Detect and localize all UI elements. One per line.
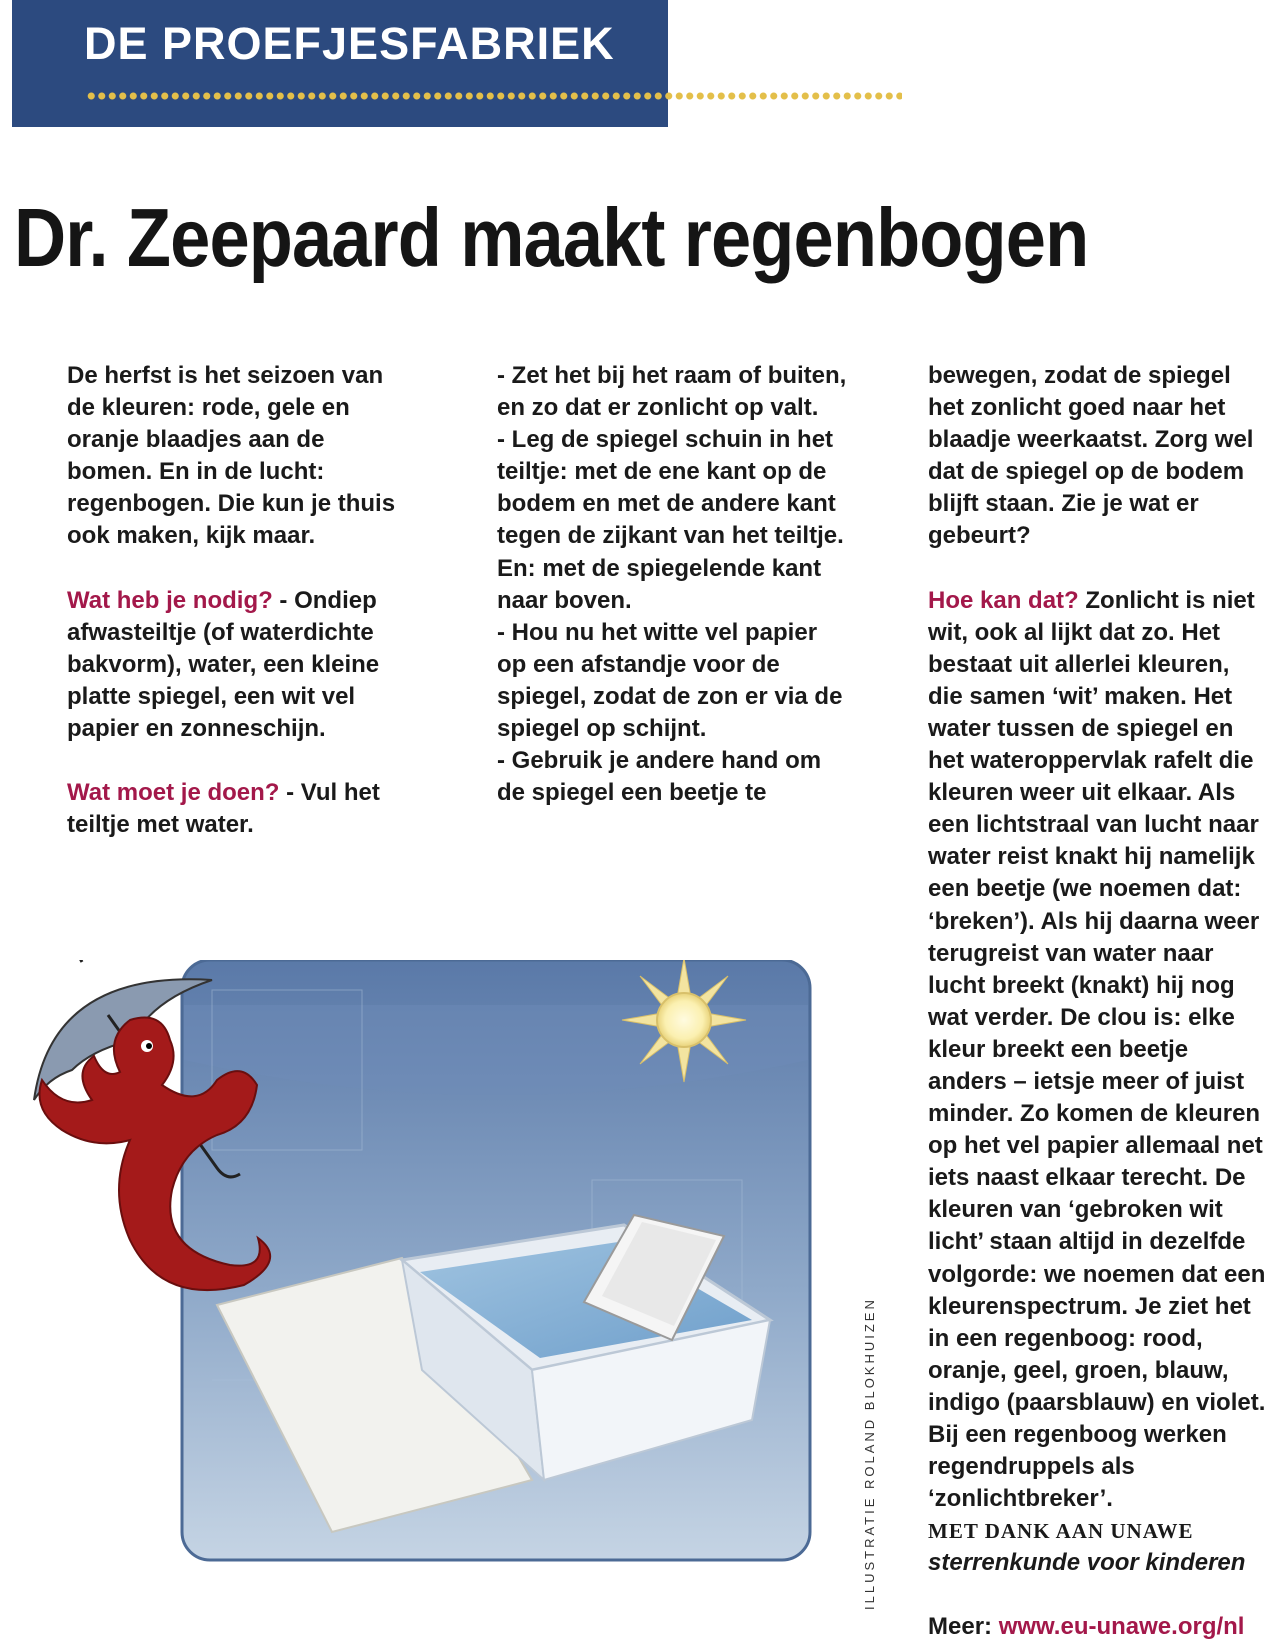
page-title: Dr. Zeepaard maakt regenbogen bbox=[14, 191, 1089, 284]
credit-line: MET DANK AAN UNAWE bbox=[928, 1519, 1194, 1544]
how-text: Zonlicht is niet wit, ook al lijkt dat zo. Het bestaat uit allerlei kleuren, die samen ‘wit’ maken. Het water tussen de spiegel en het wateroppervlak rafelt die kleuren weer uit elkaar. Als een lichtstraal van lucht naar water reist knakt hij namelijk een beetje (we noemen dat: ‘breken’). Als hij daarna weer terugreist van water naar lucht breekt (knakt) hij nog wat verder. De clou is: elke kleur breekt een beetje anders – ietsje meer of juist minder. Zo komen de kleuren op het vel papier allemaal net iets naast elkaar terecht. De kleuren van ‘gebroken wit licht’ staan altijd in dezelfde volgorde: we noemen dat een kleurenspectrum. Je ziet het in een regenboog: rood, oranje, geel, groen, blauw, indigo (paarsblauw) en violet. Bij een regenboog werken regendruppels als ‘zonlichtbreker’. bbox=[928, 586, 1266, 1513]
more-label: Meer: bbox=[928, 1613, 999, 1641]
step-3: - Hou nu het witte vel papier op een afstandje voor de spiegel, zodat de zon er via de spiegel op schijnt. bbox=[497, 618, 843, 743]
more-line bbox=[928, 1611, 1270, 1643]
needs-text: - Ondiep afwasteiltje (of waterdichte bakvorm), water, een kleine platte spiegel, een wit vel papier en zonneschijn. bbox=[67, 586, 380, 742]
column-3 bbox=[928, 360, 1270, 1644]
how-label: Hoe kan dat? bbox=[928, 586, 1079, 614]
credit-subline: sterrenkunde voor kinderen bbox=[928, 1549, 1246, 1577]
needs-label: Wat heb je nodig? bbox=[67, 586, 273, 614]
step-2: - Leg de spiegel schuin in het teiltje: met de ene kant op de bodem en met de andere kant tegen de zijkant van het teiltje. En: met de spiegelende kant naar boven. bbox=[497, 426, 844, 614]
step-1: - Zet het bij het raam of buiten, en zo dat er zonlicht op valt. bbox=[497, 362, 847, 422]
how-paragraph bbox=[928, 585, 1270, 1516]
section-title: DE PROEFJESFABRIEK bbox=[84, 18, 615, 69]
do-label: Wat moet je doen? bbox=[67, 779, 280, 807]
continuation-paragraph: bewegen, zodat de spiegel het zonlicht goed naar het blaadje weerkaatst. Zorg wel dat de spiegel op de bodem blijft staan. Zie je wat er gebeurt? bbox=[928, 362, 1254, 550]
intro-paragraph: De herfst is het seizoen van de kleuren: rode, gele en oranje blaadjes aan de bomen. En in de lucht: regenbogen. Die kun je thuis ook maken, kijk maar. bbox=[67, 362, 396, 550]
column-2 bbox=[497, 360, 852, 809]
do-text: - Vul het teiltje met water. bbox=[67, 779, 380, 839]
do-paragraph bbox=[67, 777, 407, 841]
illustration bbox=[12, 960, 852, 1600]
column-1 bbox=[67, 360, 407, 841]
needs-paragraph bbox=[67, 585, 407, 745]
illustration-caption: ILLUSTRATIE ROLAND BLOKHUIZEN bbox=[862, 1297, 877, 1610]
dotted-divider bbox=[86, 92, 902, 100]
more-link[interactable]: www.eu-unawe.org/nl bbox=[998, 1613, 1245, 1641]
step-4: - Gebruik je andere hand om de spiegel een beetje te bbox=[497, 747, 822, 807]
